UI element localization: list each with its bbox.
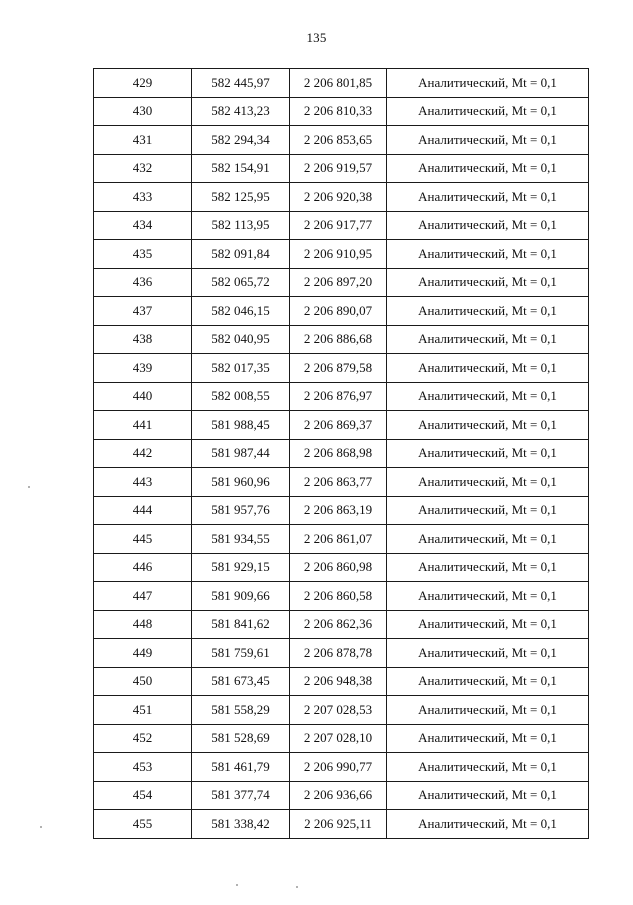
point-number-cell: 441 — [94, 411, 192, 440]
y-coordinate-cell: 2 206 917,77 — [290, 211, 387, 240]
scan-speck — [28, 486, 30, 488]
method-cell: Аналитический, Mt = 0,1 — [387, 439, 589, 468]
x-coordinate-cell: 581 934,55 — [192, 525, 290, 554]
x-coordinate-cell: 581 528,69 — [192, 724, 290, 753]
table-row — [94, 211, 589, 240]
x-coordinate-cell: 582 413,23 — [192, 97, 290, 126]
method-cell: Аналитический, Mt = 0,1 — [387, 553, 589, 582]
table-row — [94, 411, 589, 440]
coordinates-table-body — [94, 69, 589, 839]
method-cell: Аналитический, Mt = 0,1 — [387, 297, 589, 326]
method-cell: Аналитический, Mt = 0,1 — [387, 639, 589, 668]
method-cell: Аналитический, Mt = 0,1 — [387, 325, 589, 354]
table-row — [94, 724, 589, 753]
x-coordinate-cell: 581 673,45 — [192, 667, 290, 696]
y-coordinate-cell: 2 206 863,19 — [290, 496, 387, 525]
x-coordinate-cell: 582 294,34 — [192, 126, 290, 155]
x-coordinate-cell: 581 987,44 — [192, 439, 290, 468]
point-number-cell: 450 — [94, 667, 192, 696]
point-number-cell: 436 — [94, 268, 192, 297]
y-coordinate-cell: 2 206 861,07 — [290, 525, 387, 554]
y-coordinate-cell: 2 206 925,11 — [290, 810, 387, 839]
scan-speck — [40, 826, 42, 828]
table-row — [94, 553, 589, 582]
table-row — [94, 696, 589, 725]
table-row — [94, 97, 589, 126]
table-row — [94, 810, 589, 839]
point-number-cell: 430 — [94, 97, 192, 126]
coordinates-table — [93, 68, 589, 839]
table-row — [94, 582, 589, 611]
table-row — [94, 639, 589, 668]
x-coordinate-cell: 582 040,95 — [192, 325, 290, 354]
y-coordinate-cell: 2 206 868,98 — [290, 439, 387, 468]
x-coordinate-cell: 581 960,96 — [192, 468, 290, 497]
point-number-cell: 433 — [94, 183, 192, 212]
scan-speck — [236, 884, 238, 886]
point-number-cell: 429 — [94, 69, 192, 98]
y-coordinate-cell: 2 206 890,07 — [290, 297, 387, 326]
x-coordinate-cell: 582 065,72 — [192, 268, 290, 297]
scan-speck — [296, 886, 298, 888]
point-number-cell: 443 — [94, 468, 192, 497]
y-coordinate-cell: 2 206 948,38 — [290, 667, 387, 696]
y-coordinate-cell: 2 206 886,68 — [290, 325, 387, 354]
table-row — [94, 781, 589, 810]
table-row — [94, 154, 589, 183]
point-number-cell: 438 — [94, 325, 192, 354]
point-number-cell: 444 — [94, 496, 192, 525]
x-coordinate-cell: 581 377,74 — [192, 781, 290, 810]
y-coordinate-cell: 2 206 876,97 — [290, 382, 387, 411]
method-cell: Аналитический, Mt = 0,1 — [387, 753, 589, 782]
table-row — [94, 240, 589, 269]
table-row — [94, 325, 589, 354]
page-number: 135 — [306, 30, 327, 45]
y-coordinate-cell: 2 206 810,33 — [290, 97, 387, 126]
method-cell: Аналитический, Mt = 0,1 — [387, 354, 589, 383]
y-coordinate-cell: 2 206 801,85 — [290, 69, 387, 98]
table-row — [94, 69, 589, 98]
point-number-cell: 446 — [94, 553, 192, 582]
method-cell: Аналитический, Mt = 0,1 — [387, 696, 589, 725]
x-coordinate-cell: 581 338,42 — [192, 810, 290, 839]
table-row — [94, 525, 589, 554]
point-number-cell: 449 — [94, 639, 192, 668]
x-coordinate-cell: 581 988,45 — [192, 411, 290, 440]
method-cell: Аналитический, Mt = 0,1 — [387, 525, 589, 554]
method-cell: Аналитический, Mt = 0,1 — [387, 582, 589, 611]
x-coordinate-cell: 581 929,15 — [192, 553, 290, 582]
point-number-cell: 445 — [94, 525, 192, 554]
point-number-cell: 439 — [94, 354, 192, 383]
x-coordinate-cell: 581 909,66 — [192, 582, 290, 611]
x-coordinate-cell: 582 046,15 — [192, 297, 290, 326]
point-number-cell: 455 — [94, 810, 192, 839]
method-cell: Аналитический, Mt = 0,1 — [387, 183, 589, 212]
y-coordinate-cell: 2 206 878,78 — [290, 639, 387, 668]
x-coordinate-cell: 582 008,55 — [192, 382, 290, 411]
table-row — [94, 468, 589, 497]
table-row — [94, 496, 589, 525]
y-coordinate-cell: 2 206 936,66 — [290, 781, 387, 810]
point-number-cell: 440 — [94, 382, 192, 411]
y-coordinate-cell: 2 206 919,57 — [290, 154, 387, 183]
method-cell: Аналитический, Mt = 0,1 — [387, 382, 589, 411]
method-cell: Аналитический, Mt = 0,1 — [387, 781, 589, 810]
point-number-cell: 447 — [94, 582, 192, 611]
method-cell: Аналитический, Mt = 0,1 — [387, 240, 589, 269]
point-number-cell: 442 — [94, 439, 192, 468]
point-number-cell: 454 — [94, 781, 192, 810]
x-coordinate-cell: 581 957,76 — [192, 496, 290, 525]
table-row — [94, 268, 589, 297]
point-number-cell: 452 — [94, 724, 192, 753]
point-number-cell: 432 — [94, 154, 192, 183]
point-number-cell: 451 — [94, 696, 192, 725]
y-coordinate-cell: 2 206 860,98 — [290, 553, 387, 582]
method-cell: Аналитический, Mt = 0,1 — [387, 97, 589, 126]
y-coordinate-cell: 2 206 897,20 — [290, 268, 387, 297]
method-cell: Аналитический, Mt = 0,1 — [387, 268, 589, 297]
x-coordinate-cell: 581 461,79 — [192, 753, 290, 782]
table-row — [94, 439, 589, 468]
table-row — [94, 667, 589, 696]
point-number-cell: 435 — [94, 240, 192, 269]
x-coordinate-cell: 582 125,95 — [192, 183, 290, 212]
method-cell: Аналитический, Mt = 0,1 — [387, 810, 589, 839]
method-cell: Аналитический, Mt = 0,1 — [387, 126, 589, 155]
y-coordinate-cell: 2 206 879,58 — [290, 354, 387, 383]
table-row — [94, 354, 589, 383]
x-coordinate-cell: 581 841,62 — [192, 610, 290, 639]
method-cell: Аналитический, Mt = 0,1 — [387, 667, 589, 696]
table-row — [94, 183, 589, 212]
x-coordinate-cell: 582 154,91 — [192, 154, 290, 183]
table-row — [94, 297, 589, 326]
x-coordinate-cell: 581 759,61 — [192, 639, 290, 668]
y-coordinate-cell: 2 206 860,58 — [290, 582, 387, 611]
y-coordinate-cell: 2 206 990,77 — [290, 753, 387, 782]
method-cell: Аналитический, Mt = 0,1 — [387, 496, 589, 525]
method-cell: Аналитический, Mt = 0,1 — [387, 69, 589, 98]
method-cell: Аналитический, Mt = 0,1 — [387, 468, 589, 497]
point-number-cell: 448 — [94, 610, 192, 639]
y-coordinate-cell: 2 206 910,95 — [290, 240, 387, 269]
x-coordinate-cell: 582 113,95 — [192, 211, 290, 240]
y-coordinate-cell: 2 206 920,38 — [290, 183, 387, 212]
x-coordinate-cell: 582 445,97 — [192, 69, 290, 98]
table-row — [94, 610, 589, 639]
table-row — [94, 126, 589, 155]
method-cell: Аналитический, Mt = 0,1 — [387, 211, 589, 240]
method-cell: Аналитический, Mt = 0,1 — [387, 411, 589, 440]
method-cell: Аналитический, Mt = 0,1 — [387, 724, 589, 753]
table-row — [94, 382, 589, 411]
y-coordinate-cell: 2 206 863,77 — [290, 468, 387, 497]
y-coordinate-cell: 2 206 862,36 — [290, 610, 387, 639]
x-coordinate-cell: 582 091,84 — [192, 240, 290, 269]
point-number-cell: 437 — [94, 297, 192, 326]
y-coordinate-cell: 2 207 028,10 — [290, 724, 387, 753]
y-coordinate-cell: 2 206 853,65 — [290, 126, 387, 155]
point-number-cell: 453 — [94, 753, 192, 782]
table-row — [94, 753, 589, 782]
point-number-cell: 431 — [94, 126, 192, 155]
x-coordinate-cell: 582 017,35 — [192, 354, 290, 383]
y-coordinate-cell: 2 207 028,53 — [290, 696, 387, 725]
point-number-cell: 434 — [94, 211, 192, 240]
method-cell: Аналитический, Mt = 0,1 — [387, 154, 589, 183]
method-cell: Аналитический, Mt = 0,1 — [387, 610, 589, 639]
y-coordinate-cell: 2 206 869,37 — [290, 411, 387, 440]
x-coordinate-cell: 581 558,29 — [192, 696, 290, 725]
